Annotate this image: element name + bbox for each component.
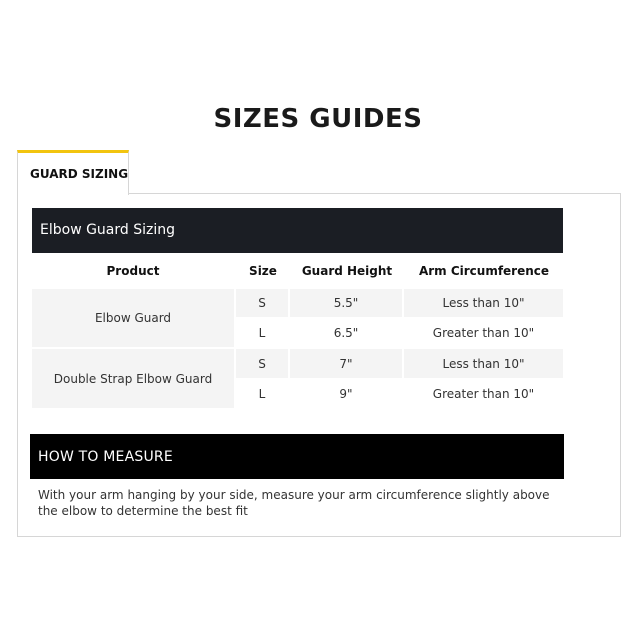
guard-height-cell: 9" [290, 380, 402, 408]
product-name-cell: Elbow Guard [32, 289, 234, 347]
page-title: SIZES GUIDES [213, 104, 423, 134]
how-to-measure-text: With your arm hanging by your side, measure your arm circumference slightly above the elbow to determine the best fit [38, 488, 550, 518]
column-header-arm-circumference: Arm Circumference [418, 264, 550, 278]
how-to-measure-title: HOW TO MEASURE [38, 449, 173, 465]
sizing-table-header [32, 208, 563, 253]
arm-circumference-cell: Less than 10" [404, 289, 563, 317]
size-cell: S [236, 349, 288, 378]
sizing-table-title: Elbow Guard Sizing [40, 222, 176, 238]
how-to-measure-header [30, 434, 564, 479]
tab-label: GUARD SIZING [30, 167, 129, 181]
column-header-guard-height: Guard Height [301, 264, 393, 278]
tab-guard-sizing[interactable] [17, 150, 129, 195]
guard-height-cell: 6.5" [290, 319, 402, 347]
arm-circumference-cell: Less than 10" [404, 349, 563, 378]
arm-circumference-cell: Greater than 10" [404, 380, 563, 408]
product-name-cell: Double Strap Elbow Guard [32, 349, 234, 408]
column-header-size: Size [249, 264, 277, 278]
size-cell: L [236, 319, 288, 347]
guard-height-cell: 7" [290, 349, 402, 378]
arm-circumference-cell: Greater than 10" [404, 319, 563, 347]
size-cell: L [236, 380, 288, 408]
column-header-product: Product [106, 264, 160, 278]
guard-height-cell: 5.5" [290, 289, 402, 317]
size-cell: S [236, 289, 288, 317]
